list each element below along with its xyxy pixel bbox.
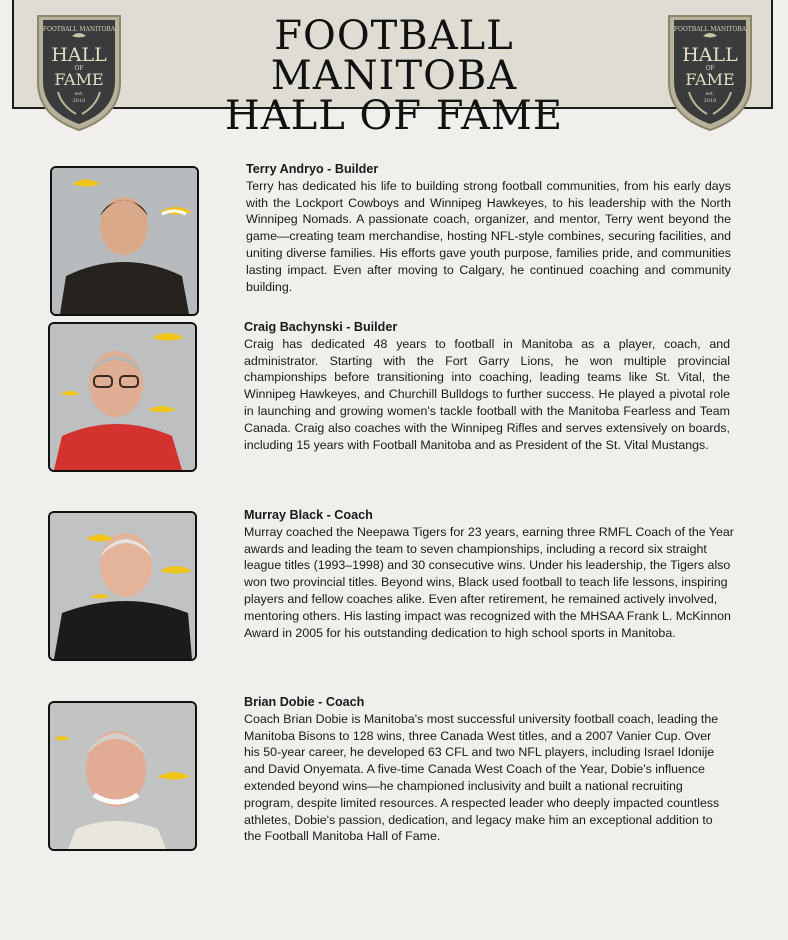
svg-text:2010: 2010 xyxy=(703,98,717,104)
svg-text:FAME: FAME xyxy=(685,70,735,89)
page-header xyxy=(12,0,773,139)
hall-of-fame-badge-logo-left xyxy=(34,12,124,132)
svg-text:OF: OF xyxy=(705,65,715,72)
svg-text:OF: OF xyxy=(74,65,84,72)
svg-text:FOOTBALL MANITOBA: FOOTBALL MANITOBA xyxy=(673,26,747,33)
svg-text:FOOTBALL MANITOBA: FOOTBALL MANITOBA xyxy=(42,26,116,33)
page-title-line-2: HALL OF FAME xyxy=(224,93,564,139)
page-title-line-1: FOOTBALL MANITOBA xyxy=(270,13,518,99)
svg-text:HALL: HALL xyxy=(682,44,738,66)
svg-text:HALL: HALL xyxy=(51,44,107,66)
inductee-photo-brian-dobie xyxy=(48,701,197,851)
svg-text:est.: est. xyxy=(705,91,715,97)
svg-text:FAME: FAME xyxy=(54,70,104,89)
svg-text:2010: 2010 xyxy=(72,98,86,104)
inductee-description: Murray coached the Neepawa Tigers for 23 years, earning three RMFL Coach of the Year awards and leading the team to seven championships, including a record six straight league titles (1993–1998) and 30 consecutive wins. Under his leadership, the Tigers also won two provincial titles. Beyond wins, Black used football to teach life lessons, inspiring players and fellow coaches alike. Even after retirement, he remained actively involved, mentoring others. His lasting impact was recognized with the MHSAA Frank L. McKinnon Award in 2005 for his outstanding dedication to high school sports in Manitoba. xyxy=(244,524,734,640)
inductee-bio-craig-bachynski xyxy=(244,319,730,453)
hall-of-fame-badge-logo-right xyxy=(665,12,755,132)
inductee-description: Craig has dedicated 48 years to football in Manitoba as a player, coach, and administrator. Starting with the Fort Garry Lions, he won multiple provincial championships before transitioning into coaching, leading teams like St. Vital, the Winnipeg Hawkeyes, and Churchill Bulldogs to further success. He played a pivotal role in launching and growing women's tackle football with the Manitoba Fearless and Team Canada. Craig also coaches with the Winnipeg Rifles and serves extensively on boards, including 15 years with Football Manitoba and as President of the St. Vital Mustangs. xyxy=(244,336,730,452)
svg-text:est.: est. xyxy=(74,91,84,97)
page-title xyxy=(164,13,624,139)
inductee-bio-brian-dobie xyxy=(244,694,724,845)
inductee-photo-terry-andryo xyxy=(50,166,199,316)
inductee-name: Brian Dobie - Coach xyxy=(244,695,365,709)
inductee-name: Craig Bachynski - Builder xyxy=(244,320,398,334)
inductee-bio-murray-black xyxy=(244,507,734,641)
inductee-photo-murray-black xyxy=(48,511,197,661)
inductee-bio-terry-andryo xyxy=(246,161,731,295)
inductee-name: Terry Andryo - Builder xyxy=(246,162,379,176)
inductee-photo-craig-bachynski xyxy=(48,322,197,472)
inductee-name: Murray Black - Coach xyxy=(244,508,373,522)
inductee-description: Coach Brian Dobie is Manitoba's most successful university football coach, leading the Manitoba Bisons to 128 wins, three Canada West titles, and a 2007 Vanier Cup. Over his 50-year career, he developed 63 CFL and two NFL players, including Israel Idonije and David Onyemata. A five-time Canada West Coach of the Year, Dobie's influence extended beyond wins—he championed inclusivity and built a national recruiting program, despite limited resources. A respected leader who deeply impacted countless athletes, Dobie's passion, dedication, and legacy make him an exceptional addition to the Football Manitoba Hall of Fame. xyxy=(244,711,720,844)
inductee-description: Terry has dedicated his life to building strong football communities, from his early days with the Lockport Cowboys and Winnipeg Hawkeyes, to his leadership with the North Winnipeg Nomads. A passionate coach, organizer, and mentor, Terry went beyond the game—creating team merchandise, hosting NFL-style combines, securing facilities, and uniting diverse families. His efforts gave youth purpose, families pride, and communities lasting impact. Even after moving to Calgary, he continued coaching and community building. xyxy=(246,178,731,294)
